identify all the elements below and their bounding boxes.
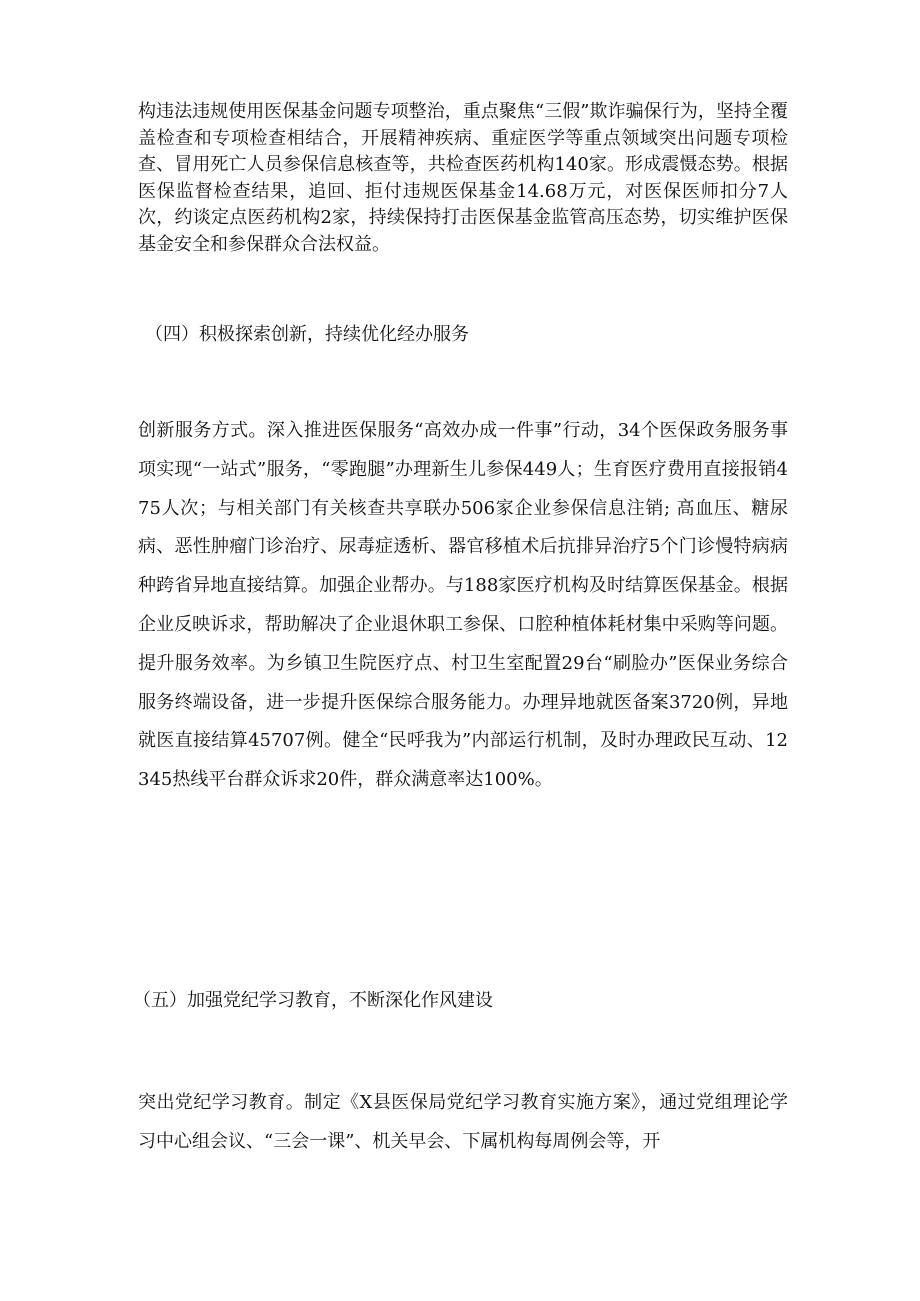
paragraph-fund-supervision: 构违法违规使用医保基金问题专项整治，重点聚焦“三假”欺诈骗保行为，坚持全覆盖检查和专项检查相结合，开展精神疾病、重症医学等重点领域突出问题专项检查、冒用死亡人员参保信息核查等，共检查医药机构140家。形成震慑态势。根据医保监督检查结果，追回、拒付违规医保基金14.68万元，对医保医师扣分7人次，约谈定点医药机构2家，持续保持打击医保基金监管高压态势，切实维护医保基金安全和参保群众合法权益。 bbox=[138, 101, 788, 255]
section-heading-4: （四）积极探索创新，持续优化经办服务 bbox=[145, 324, 469, 345]
paragraph-service-innovation: 创新服务方式。深入推进医保服务“高效办成一件事”行动，34个医保政务服务事项实现“一站式”服务，“零跑腿”办理新生儿参保449人；生育医疗费用直接报销475人次；与相关部门有关核查共享联办506家企业参保信息注销; 高血压、糖尿病、恶性肿瘤门诊治疗、尿毒症透析、器官移植术后抗排异治疗5个门诊慢特病病种跨省异地直接结算。加强企业帮办。与188家医疗机构及时结算医保基金。根据企业反映诉求，帮助解决了企业退休职工参保、口腔种植体耗材集中采购等问题。提升服务效率。为乡镇卫生院医疗点、村卫生室配置29台“刷脸办”医保业务综合服务终端设备，进一步提升医保综合服务能力。办理异地就医备案3720例，异地就医直接结算45707例。健全“民呼我为”内部运行机制，及时办理政民互动、12345热线平台群众诉求20件，群众满意率达100%。 bbox=[138, 420, 788, 791]
section-heading-5: （五）加强党纪学习教育，不断深化作风建设 bbox=[133, 990, 493, 1011]
paragraph-party-discipline: 突出党纪学习教育。制定《X县医保局党纪学习教育实施方案》，通过党组理论学习中心组会议、“三会一课”、机关早会、下属机构每周例会等，开 bbox=[138, 1092, 788, 1152]
